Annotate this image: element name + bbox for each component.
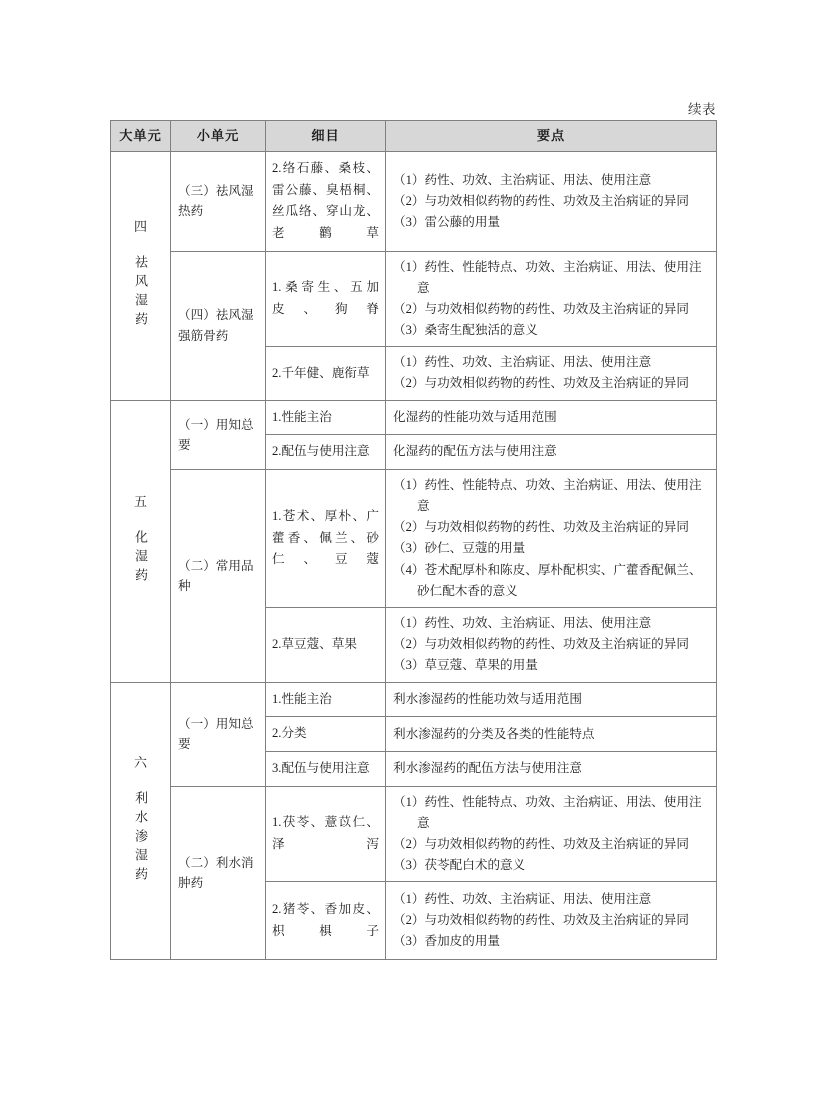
points-cell — [386, 435, 717, 470]
point-line: （1）药性、功效、主治病证、用法、使用注意 — [393, 892, 652, 907]
point-line: （1）药性、功效、主治病证、用法、使用注意 — [393, 172, 652, 187]
point-line: （2）与功效相似药物的药性、功效及主治病证的异同 — [393, 193, 689, 208]
major-unit-cell — [111, 682, 171, 960]
table-row — [111, 152, 717, 252]
major-unit-number: 六 — [133, 755, 147, 771]
table-header — [111, 121, 717, 152]
point-line: 化湿药的性能功效与适用范围 — [393, 409, 557, 424]
detail-cell: 2.络石藤、桑枝、雷公藤、臭梧桐、丝瓜络、穿山龙、老鹳草 — [266, 152, 386, 252]
points-cell — [386, 400, 717, 435]
minor-unit-cell: （二）利水消肿药 — [171, 786, 266, 960]
detail-cell: 2.配伍与使用注意 — [266, 435, 386, 470]
table-row — [111, 400, 717, 435]
points-cell — [386, 717, 717, 752]
detail-cell: 1.桑寄生、五加皮、狗脊 — [266, 251, 386, 347]
points-cell — [386, 752, 717, 787]
points-cell — [386, 469, 717, 607]
point-line: （2）与功效相似药物的药性、功效及主治病证的异同 — [393, 637, 689, 652]
detail-cell: 1.苍术、厚朴、广藿香、佩兰、砂仁、豆蔻 — [266, 469, 386, 607]
table-body — [111, 152, 717, 960]
point-line: （1）药性、性能特点、功效、主治病证、用法、使用注意 — [393, 259, 702, 295]
major-unit-cell — [111, 152, 171, 401]
point-line: （1）药性、性能特点、功效、主治病证、用法、使用注意 — [393, 794, 702, 830]
point-line: （4）苍术配厚朴和陈皮、厚朴配枳实、广藿香配佩兰、砂仁配木香的意义 — [393, 562, 702, 598]
minor-unit-cell: （二）常用品种 — [171, 469, 266, 682]
point-line: （3）茯苓配白术的意义 — [393, 858, 526, 873]
minor-unit-cell: （四）祛风湿强筋骨药 — [171, 251, 266, 400]
major-unit-number: 四 — [133, 219, 147, 235]
points-cell — [386, 152, 717, 252]
points-cell — [386, 682, 717, 717]
points-cell — [386, 607, 717, 682]
point-line: （3）砂仁、豆蔻的用量 — [393, 541, 526, 556]
column-header-minor-unit: 小单元 — [171, 121, 266, 152]
major-unit-name: 化湿药 — [133, 530, 148, 588]
column-header-major-unit: 大单元 — [111, 121, 171, 152]
point-line: （1）药性、性能特点、功效、主治病证、用法、使用注意 — [393, 477, 702, 514]
table-row — [111, 251, 717, 347]
point-line: （3）草豆蔻、草果的用量 — [393, 658, 538, 673]
table-row — [111, 469, 717, 607]
points-cell — [386, 786, 717, 882]
major-unit-name: 祛风湿药 — [133, 255, 148, 332]
detail-cell: 2.分类 — [266, 717, 386, 752]
major-unit-cell — [111, 400, 171, 682]
point-line: （1）药性、功效、主治病证、用法、使用注意 — [393, 355, 652, 370]
detail-cell: 1.性能主治 — [266, 682, 386, 717]
detail-cell: 2.猪苓、香加皮、枳椇子 — [266, 882, 386, 960]
point-line: 利水渗湿药的分类及各类的性能特点 — [393, 726, 595, 741]
major-unit-number: 五 — [133, 494, 147, 510]
detail-cell: 2.草豆蔻、草果 — [266, 607, 386, 682]
minor-unit-cell: （一）用知总要 — [171, 682, 266, 786]
detail-cell: 1.性能主治 — [266, 400, 386, 435]
table-header-row — [111, 121, 717, 152]
detail-cell: 3.配伍与使用注意 — [266, 752, 386, 787]
point-line: 利水渗湿药的性能功效与适用范围 — [393, 692, 582, 707]
column-header-points: 要点 — [386, 121, 717, 152]
detail-cell: 2.千年健、鹿衔草 — [266, 347, 386, 400]
point-line: （3）雷公藤的用量 — [393, 214, 501, 229]
table-row — [111, 682, 717, 717]
continuation-table-label: 续表 — [688, 102, 716, 117]
points-cell — [386, 347, 717, 400]
column-header-detail: 细目 — [266, 121, 386, 152]
point-line: （3）香加皮的用量 — [393, 934, 501, 949]
minor-unit-cell: （一）用知总要 — [171, 400, 266, 469]
detail-cell: 1.茯苓、薏苡仁、泽泻 — [266, 786, 386, 882]
points-cell — [386, 882, 717, 960]
point-line: 利水渗湿药的配伍方法与使用注意 — [393, 761, 582, 776]
major-unit-name: 利水渗湿药 — [133, 791, 148, 887]
point-line: （3）桑寄生配独活的意义 — [393, 323, 538, 338]
point-line: （2）与功效相似药物的药性、功效及主治病证的异同 — [393, 520, 689, 535]
table-row — [111, 786, 717, 882]
minor-unit-cell: （三）祛风湿热药 — [171, 152, 266, 252]
point-line: 化湿药的配伍方法与使用注意 — [393, 444, 557, 459]
point-line: （2）与功效相似药物的药性、功效及主治病证的异同 — [393, 376, 689, 391]
point-line: （2）与功效相似药物的药性、功效及主治病证的异同 — [393, 301, 689, 316]
points-cell — [386, 251, 717, 347]
syllabus-table — [110, 120, 717, 960]
point-line: （2）与功效相似药物的药性、功效及主治病证的异同 — [393, 913, 689, 928]
point-line: （2）与功效相似药物的药性、功效及主治病证的异同 — [393, 837, 689, 852]
point-line: （1）药性、功效、主治病证、用法、使用注意 — [393, 616, 652, 631]
